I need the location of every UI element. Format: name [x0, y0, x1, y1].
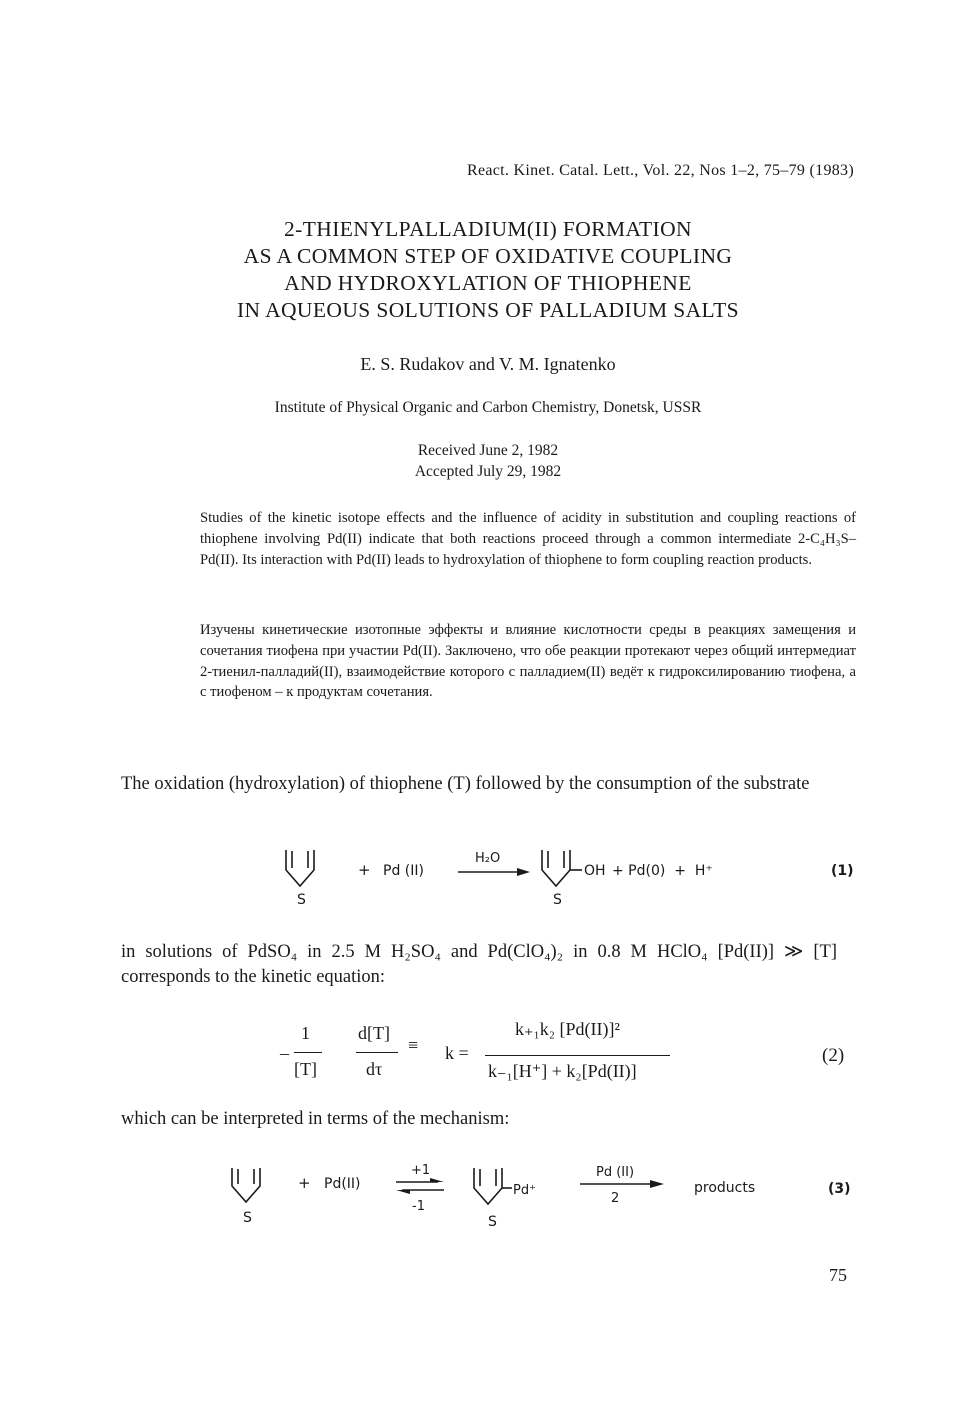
- kinetic-equation-2: [280, 1015, 700, 1095]
- institution: Institute of Physical Organic and Carbon Chemistry, Donetsk, USSR: [274, 399, 702, 416]
- products-label: products: [694, 1180, 756, 1196]
- journal-reference: React. Kinet. Catal. Lett., Vol. 22, Nos 1–2, 75–79 (1983): [467, 162, 854, 179]
- equivalence-sign: ≡: [408, 1035, 419, 1055]
- over-arrow-label: Pd (II): [596, 1165, 635, 1180]
- sulfur-label: S: [243, 1210, 252, 1226]
- title-line: AND HYDROXYLATION OF THIOPHENE: [284, 271, 692, 295]
- accepted-date: Accepted July 29, 1982: [414, 463, 562, 480]
- fraction-denominator: [T]: [294, 1059, 317, 1079]
- reaction-mechanism-3: [218, 1158, 798, 1233]
- reaction-equation-1: [270, 842, 790, 912]
- reverse-rate-label: -1: [412, 1199, 425, 1214]
- fraction-numerator: 1: [301, 1023, 310, 1043]
- hydroxyl-group: OH: [584, 863, 606, 879]
- arrow-label: H₂O: [475, 851, 501, 866]
- pd-ii-label: Pd(II): [324, 1176, 361, 1192]
- sulfur-label: S: [553, 892, 562, 908]
- thiophene-ring-icon: [542, 850, 582, 886]
- rate-constant-k: k =: [445, 1043, 469, 1063]
- minus-sign: –: [280, 1043, 289, 1063]
- body-paragraph-1: The oxidation (hydroxylation) of thiophene (T) followed by the consumption of the substrate: [121, 774, 810, 794]
- submission-dates: [0, 440, 976, 482]
- rate-denominator: k₋₁[H⁺] + k₂[Pd(II)]: [488, 1061, 637, 1081]
- thiophene-ring-icon: [286, 850, 314, 886]
- fraction-numerator: d[T]: [358, 1023, 390, 1043]
- title-line: 2-THIENYLPALLADIUM(II) FORMATION: [284, 217, 692, 241]
- authors: E. S. Rudakov and V. M. Ignatenko: [360, 354, 616, 374]
- equation-number-3: (3): [828, 1181, 851, 1197]
- page-number: 75: [829, 1265, 847, 1285]
- body-paragraph-2: in solutions of PdSO₄ in 2.5 M H₂SO₄ and Pd(ClO₄)₂ in 0.8 M HClO₄ [Pd(II)] ≫ [T] corresponds to the kinetic equation:: [121, 942, 837, 987]
- forward-rate-label: +1: [411, 1163, 431, 1178]
- under-arrow-label: 2: [611, 1191, 620, 1206]
- received-date: Received June 2, 1982: [417, 442, 559, 459]
- rate-numerator: k₊₁k₂ [Pd(II)]²: [515, 1019, 620, 1039]
- abstract-english: Studies of the kinetic isotope effects and the influence of acidity in substitution and coupling reactions of thiophene involving Pd(II) indicate that both reactions proceed through a common intermediate 2-C₄H₃S–Pd(II). Its interaction with Pd(II) leads to hydroxylation of thiophene to form coupling reaction products.: [200, 510, 856, 568]
- plus-sign: +: [298, 1174, 311, 1192]
- sulfur-label: S: [297, 892, 306, 908]
- body-paragraph-3: which can be interpreted in terms of the mechanism:: [121, 1109, 510, 1129]
- thiophene-ring-icon: [232, 1168, 260, 1202]
- fraction-denominator: dτ: [366, 1059, 383, 1079]
- article-title: [0, 216, 976, 324]
- pd-ii-label: Pd (II): [383, 863, 424, 879]
- products-label: + Pd(0) + H⁺: [612, 863, 713, 879]
- sulfur-label: S: [488, 1214, 497, 1230]
- equation-number-2: (2): [822, 1045, 845, 1066]
- equation-number-1: (1): [831, 863, 854, 879]
- title-line: IN AQUEOUS SOLUTIONS OF PALLADIUM SALTS: [237, 298, 739, 322]
- thiophene-ring-icon: [474, 1168, 512, 1204]
- title-line: AS A COMMON STEP OF OXIDATIVE COUPLING: [243, 244, 733, 268]
- plus-sign: +: [358, 861, 371, 879]
- abstract-russian: Изучены кинетические изотопные эффекты и влияние кислотности среды в реакциях замещения и сочетания тиофена при участии Pd(II). Заключено, что обе реакции протекают через общий интермедиат 2-тиенил-палладий(II), взаимодействие которого с палладием(II) ведёт к гидроксилированию тиофена, а с тиофеном – к продуктам сочетания.: [200, 622, 856, 701]
- palladium-cation: Pd⁺: [513, 1183, 536, 1198]
